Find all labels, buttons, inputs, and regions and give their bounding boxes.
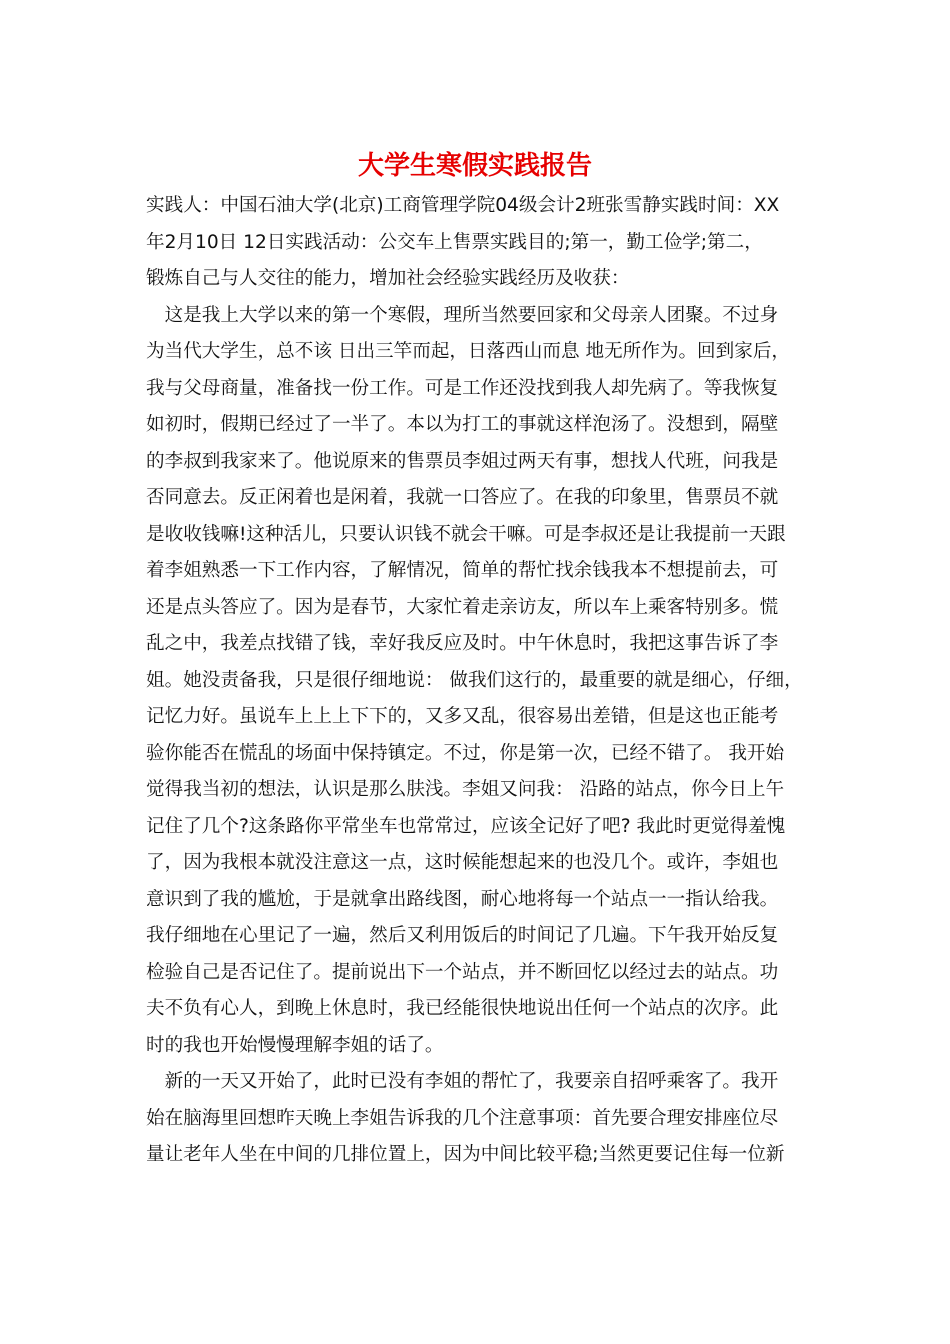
text-line: 检验自己是否记住了。提前说出下一个站点，并不断回忆以经过去的站点。功 [146,961,779,983]
text-line: 量让老年人坐在中间的几排位置上，因为中间比较平稳;当然更要记住每一位新 [146,1144,785,1165]
text-line: 实践人：中国石油大学(北京)工商管理学院04级会计2班张雪静实践时间：XX [146,195,780,216]
document-body [146,188,806,1174]
text-line: 着李姐熟悉一下工作内容，了解情况，简单的帮忙找余钱我本不想提前去，可 [146,560,779,581]
text-line: 是收收钱嘛!这种活儿，只要认识钱不就会干嘛。可是李叔还是让我提前一天跟 [146,523,786,545]
text-line: 锻炼自己与人交往的能力，增加社会经验实践经历及收获： [146,268,630,289]
text-line: 我仔细地在心里记了一遍，然后又利用饭后的时间记了几遍。下午我开始反复 [146,925,779,946]
text-line: 如初时，假期已经过了一半了。本以为打工的事就这样泡汤了。没想到，隔壁 [146,414,779,435]
text-line: 的李叔到我家来了。他说原来的售票员李姐过两天有事，想找人代班，问我是 [146,450,779,472]
text-line: 夫不负有心人，到晚上休息时，我已经能很快地说出任何一个站点的次序。此 [146,998,779,1019]
text-line: 这是我上大学以来的第一个寒假，理所当然要回家和父母亲人团聚。不过身 [146,304,779,326]
text-line: 了，因为我根本就没注意这一点，这时候能想起来的也没几个。或许，李姐也 [146,852,779,873]
text-line: 时的我也开始慢慢理解李姐的话了。 [146,1034,444,1056]
text-line: 意识到了我的尴尬，于是就拿出路线图，耐心地将每一个站点一一指认给我。 [146,888,779,910]
text-line: 还是点头答应了。因为是春节，大家忙着走亲访友，所以车上乘客特别多。慌 [146,596,779,618]
text-line: 觉得我当初的想法，认识是那么肤浅。李姐又问我： 沿路的站点，你今日上午 [146,779,785,800]
text-line: 年2月10日 12日实践活动：公交车上售票实践目的;第一，勤工俭学;第二， [146,231,763,253]
document-title: 大学生寒假实践报告 [357,151,592,181]
text-line: 姐。她没责备我，只是很仔细地说： 做我们这行的，最重要的就是细心，仔细， [146,669,803,691]
text-line: 为当代大学生，总不该 日出三竿而起，日落西山而息 地无所作为。回到家后， [146,341,791,362]
text-line: 乱之中，我差点找错了钱，幸好我反应及时。中午休息时，我把这事告诉了李 [146,633,779,654]
text-line: 我与父母商量，准备找一份工作。可是工作还没找到我人却先病了。等我恢复 [146,377,779,399]
text-line: 新的一天又开始了，此时已没有李姐的帮忙了，我要亲自招呼乘客了。我开 [146,1071,779,1092]
text-line: 始在脑海里回想昨天晚上李姐告诉我的几个注意事项：首先要合理安排座位尽 [146,1107,779,1129]
text-line: 否同意去。反正闲着也是闲着，我就一口答应了。在我的印象里，售票员不就 [146,487,779,508]
text-line: 记住了几个?这条路你平常坐车也常常过，应该全记好了吧? 我此时更觉得羞愧 [146,815,786,837]
text-line: 记忆力好。虽说车上上上下下的，又多又乱，很容易出差错，但是这也正能考 [146,706,779,727]
text-line: 验你能否在慌乱的场面中保持镇定。不过，你是第一次，已经不错了。 我开始 [146,742,785,764]
